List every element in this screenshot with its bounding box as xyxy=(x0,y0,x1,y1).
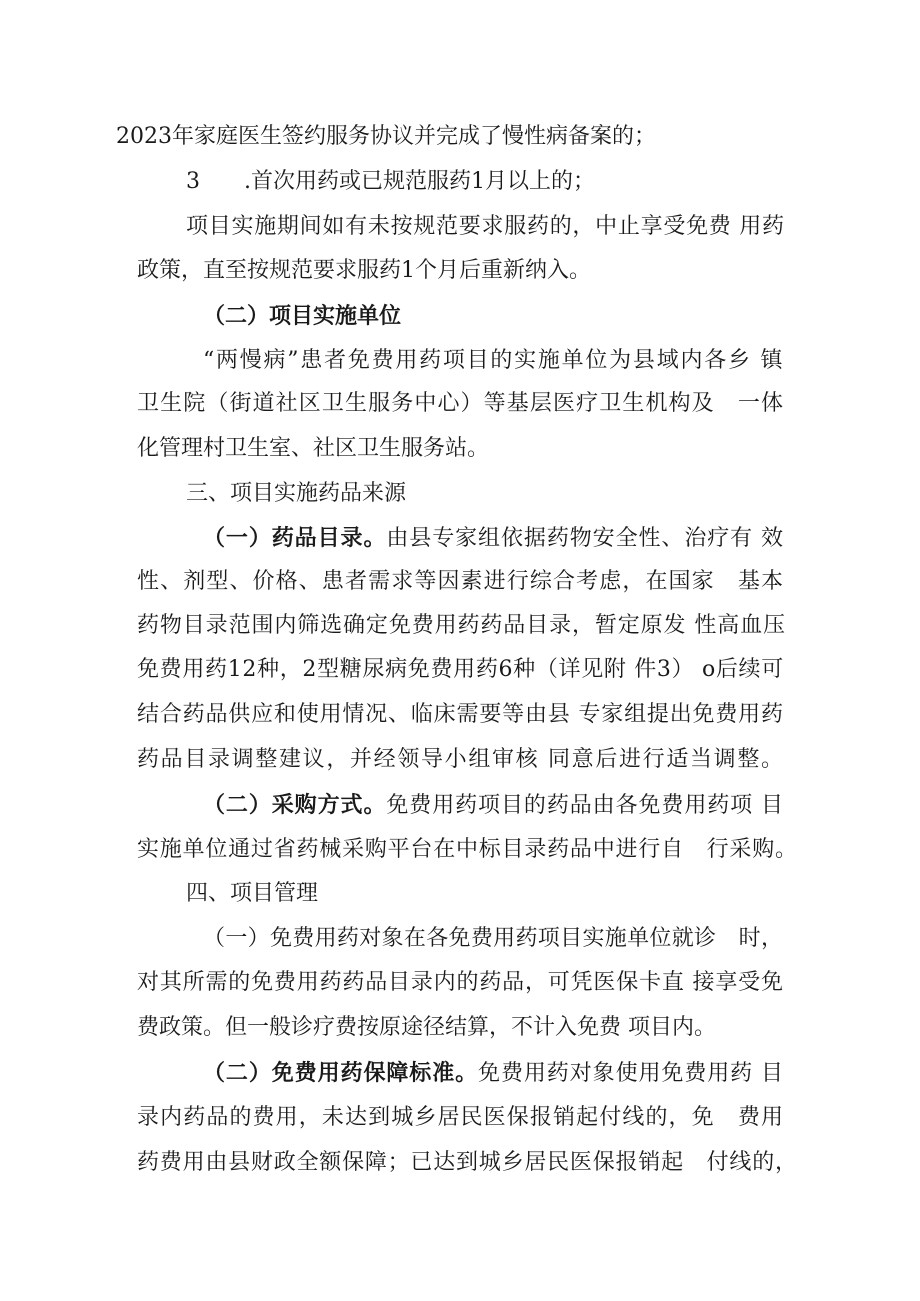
text-segment: 3 .首次用药或已规范服药1月以上的； xyxy=(186,169,595,194)
text-line xyxy=(137,1103,784,1133)
text-line xyxy=(137,1013,716,1043)
text-line xyxy=(203,790,784,821)
bold-text-segment: （二）免费用药保障标准。 xyxy=(203,1060,479,1086)
text-line xyxy=(186,479,406,509)
text-line xyxy=(186,167,595,197)
bold-text-segment: （二）采购方式。 xyxy=(203,792,387,818)
text-line xyxy=(137,700,784,730)
text-line xyxy=(137,389,784,419)
text-line xyxy=(203,523,784,554)
text-line xyxy=(203,1058,784,1089)
text-segment: 实施单位通过省药械采购平台在中标目录药品中进行自 行采购。 xyxy=(137,837,798,862)
text-segment: 性、剂型、价格、患者需求等因素进行综合考虑，在国家 基本 xyxy=(137,569,785,594)
text-segment: 2023年家庭医生签约服务协议并完成了慢性病备案的； xyxy=(116,124,656,149)
text-segment: 政策，直至按规范要求服药1个月后重新纳入。 xyxy=(137,258,591,283)
text-line xyxy=(137,1148,798,1178)
text-line xyxy=(137,968,784,998)
bold-text-segment: （一）药品目录。 xyxy=(203,525,387,551)
text-line xyxy=(137,256,591,286)
bold-text-segment: （二）项目实施单位 xyxy=(203,303,402,329)
text-segment: 卫生院（街道社区卫生服务中心）等基层医疗卫生机构及 一体 xyxy=(137,391,785,416)
text-segment: 项目实施期间如有未按规范要求服药的，中止享受免费 用药 xyxy=(186,214,785,239)
text-segment: 药品目录调整建议，并经领导小组审核 同意后进行适当调整。 xyxy=(137,747,785,772)
text-segment: 免费用药对象使用免费用药 目 xyxy=(478,1061,784,1086)
text-line xyxy=(137,567,784,597)
text-segment: 费政策。但一般诊疗费按原途径结算，不计入免费 项目内。 xyxy=(137,1015,716,1040)
text-line xyxy=(186,879,318,909)
text-line xyxy=(137,611,786,641)
text-line xyxy=(186,212,785,242)
text-line xyxy=(137,655,784,685)
text-line xyxy=(137,835,798,865)
text-segment: 结合药品供应和使用情况、临床需要等由县 专家组提出免费用药 xyxy=(137,702,784,727)
text-segment: 化管理村卫生室、社区卫生服务站。 xyxy=(137,436,490,461)
text-line xyxy=(203,301,401,332)
text-segment: 四、项目管理 xyxy=(186,881,319,906)
text-segment: 三、项目实施药品来源 xyxy=(186,481,407,506)
text-segment: 对其所需的免费用药药品目录内的药品，可凭医保卡直 接享受免 xyxy=(137,970,784,995)
text-line xyxy=(203,346,784,376)
text-segment: （一）免费用药对象在各免费用药项目实施单位就诊 时， xyxy=(203,926,784,951)
text-line xyxy=(203,924,783,954)
text-segment: 录内药品的费用，未达到城乡居民医保报销起付线的，免 费用 xyxy=(137,1105,785,1130)
text-segment: “两慢病”患者免费用药项目的实施单位为县域内各乡 镇 xyxy=(203,348,785,373)
text-line xyxy=(137,745,785,775)
text-segment: 药物目录范围内筛选确定免费用药药品目录，暂定原发 性高血压 xyxy=(137,613,786,638)
text-segment: 免费用药项目的药品由各免费用药项 目 xyxy=(386,793,784,818)
text-line xyxy=(116,122,656,152)
text-segment: 由县专家组依据药物安全性、治疗有 效 xyxy=(386,526,784,551)
text-line xyxy=(137,434,489,464)
text-segment: 药费用由县财政全额保障；已达到城乡居民医保报销起 付线的， xyxy=(137,1150,798,1175)
text-segment: 免费用药12种，2型糖尿病免费用药6种（详见附 件3） o后续可 xyxy=(137,657,784,682)
